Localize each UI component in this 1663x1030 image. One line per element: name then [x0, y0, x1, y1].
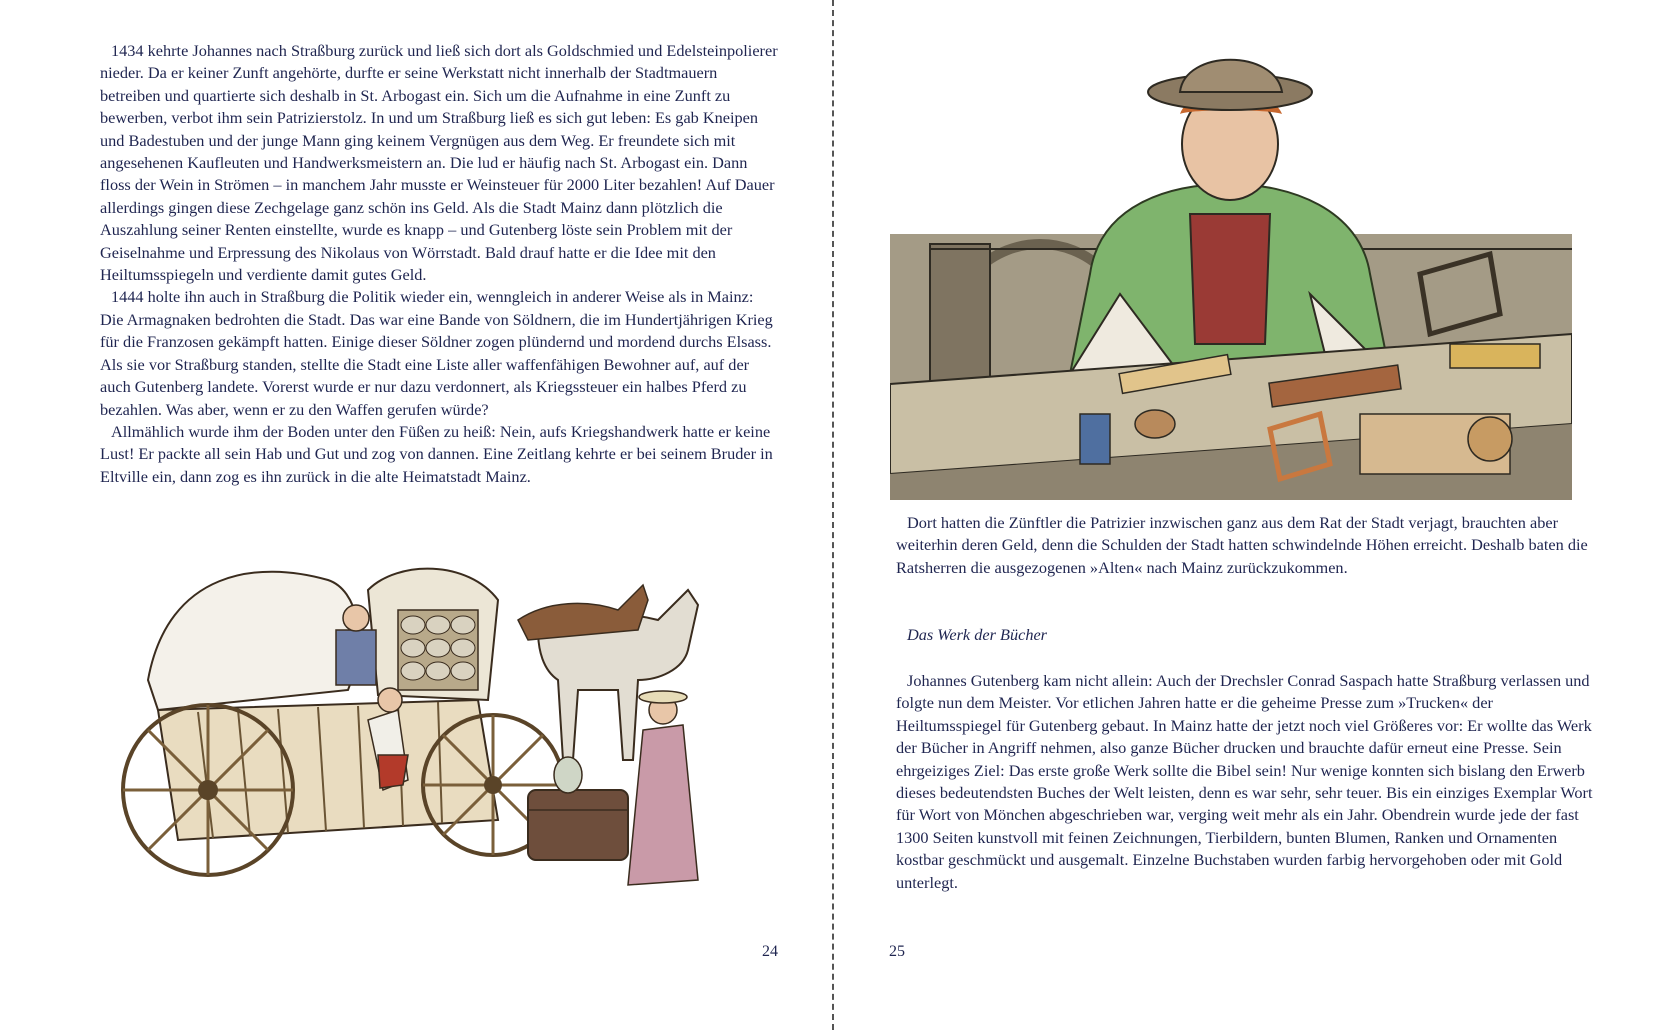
page-number-right: 25: [889, 943, 905, 960]
right-page-text-bottom: [896, 670, 1596, 894]
right-page: [834, 0, 1663, 1030]
section-heading: Das Werk der Bücher: [907, 625, 1048, 644]
paragraph-zuenftler: Dort hatten die Zünftler die Patrizier inzwischen ganz aus dem Rat der Stadt verjagt, brauchten aber weiterhin deren Geld, denn die Schulden der Stadt hatten schwindelnde Höhen erreicht. Deshalb baten die Ratsherren die ausgezogenen »Alten« nach Mainz zurückzukommen.: [896, 513, 1588, 577]
page-number-left: 24: [762, 943, 778, 960]
carpenter-illustration: [890, 44, 1572, 500]
paragraph-strassburg-1434: 1434 kehrte Johannes nach Straßburg zurück und ließ sich dort als Goldschmied und Edelsteinpolierer nieder. Da er keiner Zunft angehörte, durfte er seine Werkstatt nicht innerhalb der Stadtmauern betreiben und quartierte sich deshalb in St. Arbogast ein. Sich um die Aufnahme in eine Zunft zu bewerben, verbot ihm sein Patrizierstolz. In und um Straßburg ließ es sich gut leben: Es gab Kneipen und Badestuben und der junge Mann ging keinem Vergnügen aus dem Weg. Er freundete sich mit angesehenen Kaufleuten und Handwerksmeistern an. Die lud er häufig nach St. Arbogast ein. Dann floss der Wein in Strömen – in manchem Jahr musste er Weinsteuer für 2000 Liter bezahlen! Auf Dauer allerdings gingen diese Zechgelage ganz schön ins Geld. Als die Stadt Mainz dann plötzlich die Auszahlung seiner Renten einstellte, wurde es knapp – und Gutenberg löste sein Problem mit der Geiselnahme und Erpressung des Nikolaus von Wörrstadt. Bald drauf hatte er die Idee mit den Heiltumsspiegeln und verdiente damit gutes Geld.: [100, 41, 778, 285]
right-page-text-top: [896, 512, 1596, 579]
wagon-illustration: [98, 560, 768, 910]
left-page-text: [100, 40, 780, 488]
paragraph-armagnaken-1444: 1444 holte ihn auch in Straßburg die Politik wieder ein, wenngleich in anderer Weise als in Mainz: Die Armagnaken bedrohten die Stadt. Das war eine Bande von Söldnern, die im Hundertjährigen Krieg für die Franzosen gekämpft hatten. Einige dieser Söldner zogen plündernd und mordend durchs Elsass. Als sie vor Straßburg standen, stellte die Stadt eine Liste aller waffenfähigen Bewohner auf, auf der auch Gutenberg landete. Vorerst wurde er nur dazu verdonnert, als Kriegssteuer ein halbes Pferd zu bezahlen. Was aber, wenn er zu den Waffen gerufen würde?: [100, 287, 773, 419]
paragraph-werk-der-buecher: Johannes Gutenberg kam nicht allein: Auch der Drechsler Conrad Saspach hatte Straßburg verlassen und folgte nun dem Meister. Vor etlichen Jahren hatte er die geheime Presse zum »Trucken« der Heiltumsspiegel für Gutenberg gebaut. In Mainz hatte der jetzt noch viel Größeres vor: Er wollte das Werk der Bücher in Angriff nehmen, also ganze Bücher drucken und brauchte dafür erneut eine Presse. Sein ehrgeiziges Ziel: Das erste große Werk sollte die Bibel sein! Nur wenige konnten sich bislang den Erwerb dieses bedeutendsten Buches der Welt leisten, denn es war sehr, sehr teuer. Bis ein einziges Exemplar Wort für Wort von Mönchen abgeschrieben war, verging weit mehr als ein Jahr. Obendrein wurde jede der fast 1300 Seiten kunstvoll mit feinen Zeichnungen, Tierbildern, bunten Blumen, Ranken und Ornamenten kostbar geschmückt und ausgemalt. Einzelne Buchstaben wurden farbig hervorgehoben oder mit Gold unterlegt.: [896, 671, 1593, 892]
paragraph-departure: Allmählich wurde ihm der Boden unter den Füßen zu heiß: Nein, aufs Kriegshandwerk hatte er keine Lust! Er packte all sein Hab und Gut und zog von dannen. Eine Zeitlang kehrte er bei seinem Bruder in Eltville ein, dann zog es ihn zurück in die alte Heimatstadt Mainz.: [100, 421, 773, 486]
